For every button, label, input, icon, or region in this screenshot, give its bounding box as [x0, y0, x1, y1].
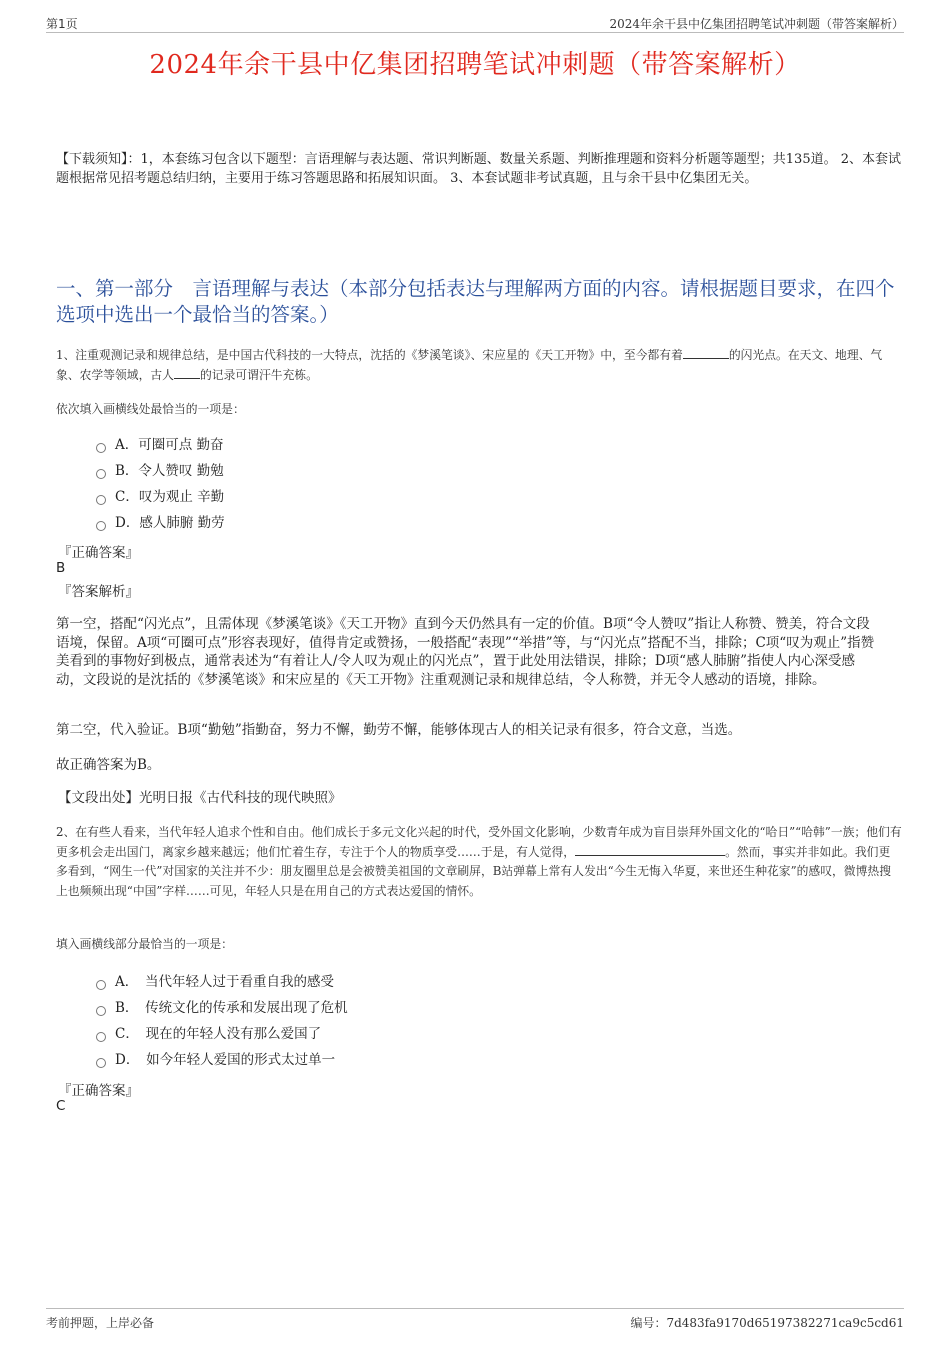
q1-blank-1 [683, 347, 729, 359]
q1-option-label: A．可圈可点 勤奋 [115, 437, 224, 453]
q1-option-label: B．令人赞叹 勤勉 [115, 463, 224, 479]
question-2-prompt: 填入画横线部分最恰当的一项是： [56, 937, 233, 951]
q1-text-a: 1、注重观测记录和规律总结，是中国古代科技的一大特点，沈括的《梦溪笔谈》、宋应星的《天工开物》中，至今都有着 [56, 348, 683, 362]
q2-text-b: 。然而，事实并非如此。我们更多看到，“网生一代”对国家的关注并不少：朋友圈里总是会被赞美祖国的文章刷屏，B站弹幕上常有人发出“今生无悔入华夏，来世还生种花家”的感叹，微博热搜上也频频出现“中国”字样……可见，年轻人只是在用自己的方式表达爱国的情怀。 [56, 844, 891, 898]
radio-icon[interactable] [96, 980, 106, 990]
q2-option-c[interactable] [96, 1022, 348, 1048]
q1-answer: B [56, 560, 66, 576]
header-doc-title: 2024年余干县中亿集团招聘笔试冲刺题（带答案解析） [609, 17, 904, 31]
q1-text-c: 的记录可谓汗牛充栋。 [199, 367, 318, 382]
q1-blank-2 [174, 367, 200, 379]
question-1-prompt: 依次填入画横线处最恰当的一项是： [56, 402, 245, 416]
q1-option-label: D．感人肺腑 勤劳 [115, 515, 225, 531]
q1-option-c[interactable] [96, 485, 225, 511]
radio-icon[interactable] [96, 443, 106, 453]
download-notice: 【下载须知】：1，本套练习包含以下题型：言语理解与表达题、常识判断题、数量关系题、判断推理题和资料分析题等题型；共135道。 2、本套试题根据常见招考题总结归纳，主要用于练习答题思路和拓展知识面。 3、本套试题非考试真题，且与余干县中亿集团无关。 [56, 152, 901, 186]
q1-answer-label: 『正确答案』 [58, 545, 139, 561]
q1-option-label: C．叹为观止 辛勤 [115, 489, 225, 505]
q1-option-d[interactable] [96, 511, 225, 537]
radio-icon[interactable] [96, 521, 106, 531]
document-title: 2024年余干县中亿集团招聘笔试冲刺题（带答案解析） [149, 50, 801, 80]
q1-analysis-paragraph-3: 故正确答案为B。 [56, 757, 161, 773]
q2-option-label: B． 传统文化的传承和发展出现了危机 [115, 1000, 348, 1016]
q2-option-label: A． 当代年轻人过于看重自我的感受 [115, 974, 334, 990]
q1-text-b: 的闪光点。在天文、地理、气象、农学等领域，古人 [56, 348, 883, 382]
radio-icon[interactable] [96, 495, 106, 505]
page-header [46, 14, 904, 33]
q1-analysis-paragraph-2: 第二空，代入验证。B项“勤勉”指勤奋，努力不懈，勤劳不懈，能够体现古人的相关记录有很多，符合文意，当选。 [56, 722, 742, 738]
q2-option-label: C． 现在的年轻人没有那么爱国了 [115, 1026, 322, 1042]
q1-option-b[interactable] [96, 459, 225, 485]
q2-option-a[interactable] [96, 970, 348, 996]
q1-option-a[interactable] [96, 433, 225, 459]
radio-icon[interactable] [96, 1032, 106, 1042]
question-2-stem [56, 823, 902, 901]
q2-option-label: D． 如今年轻人爱国的形式太过单一 [115, 1052, 336, 1068]
q2-blank [575, 844, 725, 856]
section-title: 一、第一部分 言语理解与表达（本部分包括表达与理解两方面的内容。请根据题目要求，在四个选项中选出一个最恰当的答案。） [56, 277, 895, 326]
q2-answer-label: 『正确答案』 [58, 1083, 139, 1099]
q1-analysis-paragraph-1: 第一空，搭配“闪光点”，且需体现《梦溪笔谈》《天工开物》直到今天仍然具有一定的价值。B项“令人赞叹”指让人称赞、赞美，符合文段语境，保留。A项“可圈可点”形容表现好，值得肯定或赞扬，一般搭配“表现”“举措”等，与“闪光点”搭配不当，排除；C项“叹为观止”指赞美看到的事物好到极点，通常表述为“有着让人/令人叹为观止的闪光点”，置于此处用法错误，排除；D项“感人肺腑”指使人内心深受感动，文段说的是沈括的《梦溪笔谈》和宋应星的《天工开物》注重观测记录和规律总结，令人称赞，并无令人感动的语境，排除。 [56, 616, 875, 688]
question-1-stem [56, 346, 902, 385]
radio-icon[interactable] [96, 469, 106, 479]
q2-option-b[interactable] [96, 996, 348, 1022]
q1-analysis-label: 『答案解析』 [58, 584, 139, 600]
page-number: 第1页 [46, 17, 78, 31]
page-footer [46, 1308, 904, 1329]
footer-slogan: 考前押题，上岸必备 [46, 1316, 155, 1330]
question-2-options [96, 970, 348, 1074]
q1-source: 【文段出处】光明日报《古代科技的现代映照》 [58, 790, 342, 806]
q2-option-d[interactable] [96, 1048, 348, 1074]
radio-icon[interactable] [96, 1006, 106, 1016]
radio-icon[interactable] [96, 1058, 106, 1068]
q2-answer: C [56, 1098, 66, 1114]
footer-doc-id: 编号：7d483fa9170d65197382271ca9c5cd61 [630, 1316, 904, 1330]
question-1-options [96, 433, 225, 537]
q2-text-a: 2、在有些人看来，当代年轻人追求个性和自由。他们成长于多元文化兴起的时代，受外国文化影响，少数青年成为盲目崇拜外国文化的“哈日”“哈韩”一族；他们有更多机会走出国门，离家乡越来越远；他们忙着生存，专注于个人的物质享受……于是，有人觉得， [56, 825, 902, 859]
